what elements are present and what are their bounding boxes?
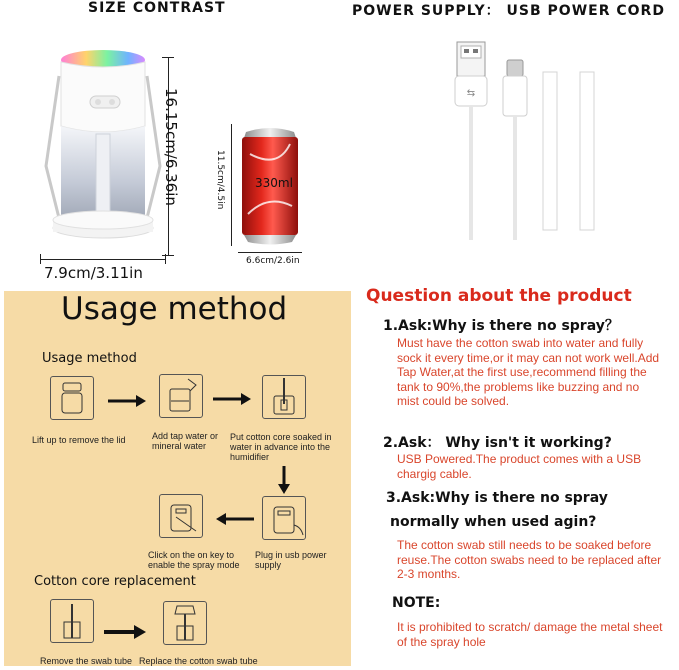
step-press-key-icon (159, 494, 203, 538)
step-add-water-caption: Add tap water or mineral water (152, 431, 219, 451)
step-plug-usb-icon (262, 496, 306, 540)
arrow-down-icon (277, 466, 291, 496)
remove-swab-caption: Remove the swab tube (40, 656, 133, 666)
can-volume-label: 330ml (255, 176, 293, 190)
replace-swab-icon (163, 601, 207, 645)
replacement-title: Cotton core replacement (34, 574, 196, 589)
faq-question-2: 2.Ask： Why isn't it working? (383, 435, 612, 451)
step-insert-core-caption: Put cotton core soaked in water in advance into the humidifier (230, 432, 332, 462)
height-tick-bottom (162, 255, 174, 256)
faq-title: Question about the product (366, 286, 632, 306)
note-text: It is prohibited to scratch/ damage the metal sheet of the spray hole (397, 620, 663, 649)
can-width-line (238, 252, 302, 253)
usage-subtitle: Usage method (42, 351, 137, 366)
step-remove-lid-icon (50, 376, 94, 420)
faq-answer-1: Must have the cotton swab into water and fully sock it every time,or it may can not work well.Add Tap Water,at the first use,recommend filling the tank to 90%,the problems like buzzing and no mist could be solved. (397, 336, 660, 408)
arrow-right-icon (108, 394, 148, 408)
can-height-label: 11.5cm/4.5in (215, 150, 225, 210)
size-contrast-heading: SIZE CONTRAST (88, 0, 226, 16)
step-plug-usb-caption: Plug in usb power supply (255, 550, 327, 570)
usb-cord-image (446, 40, 606, 250)
can-height-line (231, 124, 232, 246)
arrow-right-icon (104, 624, 148, 640)
svg-text:⇆: ⇆ (466, 88, 476, 99)
power-supply-heading: POWER SUPPLY： USB POWER CORD (352, 3, 665, 19)
can-width-label: 6.6cm/2.6in (246, 256, 300, 266)
replace-swab-caption: Replace the cotton swab tube (139, 656, 258, 666)
faq-answer-3: The cotton swab still needs to be soaked before reuse.The cotton swabs need to be replaced after 2-3 months. (397, 538, 662, 581)
width-tick-right (165, 254, 166, 264)
step-insert-core-icon (262, 375, 306, 419)
height-tick-top (162, 57, 174, 58)
faq-question-1: 1.Ask:Why is there no spray？ (383, 318, 619, 334)
width-dimension-line (40, 259, 166, 260)
remove-swab-icon (50, 599, 94, 643)
width-tick-left (40, 254, 41, 264)
step-add-water-icon (159, 374, 203, 418)
usage-title: Usage method (61, 291, 288, 327)
arrow-left-icon (214, 512, 254, 526)
humidifier-width-label: 7.9cm/3.11in (44, 264, 143, 282)
arrow-right-icon (213, 392, 253, 406)
humidifier-height-label: 16.15cm/6.36in (162, 88, 180, 206)
faq-question-3-line2: normally when used agin? (390, 514, 597, 530)
step-press-key-caption: Click on the on key to enable the spray mode (148, 550, 240, 570)
note-title: NOTE: (392, 595, 441, 611)
humidifier-image (40, 46, 170, 256)
step-remove-lid-caption: Lift up to remove the lid (32, 435, 126, 445)
faq-question-3-line1: 3.Ask:Why is there no spray (386, 490, 608, 506)
faq-answer-2: USB Powered.The product comes with a USB chargig cable. (397, 452, 642, 481)
